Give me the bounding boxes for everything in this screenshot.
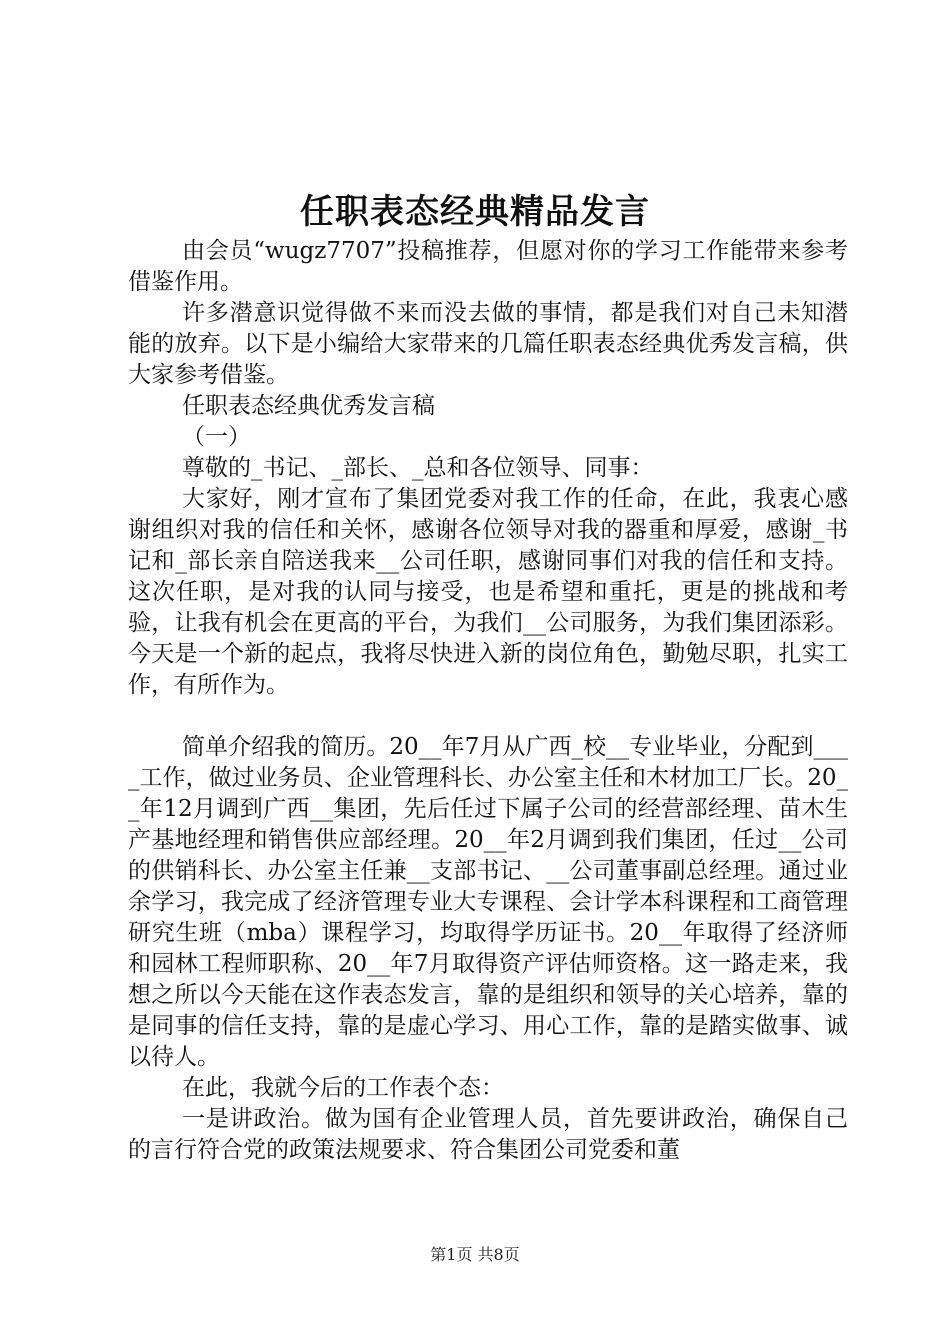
document-body <box>128 236 848 1166</box>
paragraph-greeting: 大家好，刚才宣布了集团党委对我工作的任命，在此，我衷心感谢组织对我的信任和关怀，感谢各位领导对我的器重和厚爱，感谢_书记和_部长亲自陪送我来__公司任职，感谢同事们对我的信任和支持。这次任职，是对我的认同与接受，也是希望和重托，更是的挑战和考验，让我有机会在更高的平台，为我们__公司服务，为我们集团添彩。今天是一个新的起点，我将尽快进入新的岗位角色，勤勉尽职，扎实工作，有所作为。 <box>128 486 848 698</box>
paragraph-submission-note: 由会员“wugz7707”投稿推荐，但愿对你的学习工作能带来参考借鉴作用。 <box>128 238 848 295</box>
paragraph-point-one: 一是讲政治。做为国有企业管理人员，首先要讲政治，确保自己的言行符合党的政策法规要求、符合集团公司党委和董 <box>128 1106 848 1163</box>
paragraph-intro: 许多潜意识觉得做不来而没去做的事情，都是我们对自己未知潜能的放弃。以下是小编给大家带来的几篇任职表态经典优秀发言稿，供大家参考借鉴。 <box>128 300 848 388</box>
document-title: 任职表态经典精品发言 <box>300 192 650 232</box>
paragraph-salutation: 尊敬的_书记、_部长、_总和各位领导、同事： <box>182 455 654 481</box>
paragraph-subtitle: 任职表态经典优秀发言稿 <box>182 393 435 419</box>
page-footer: 第1页 共8页 <box>430 1245 520 1264</box>
paragraph-section-number: （一） <box>182 424 251 450</box>
paragraph-statement-lead: 在此，我就今后的工作表个态： <box>182 1075 504 1101</box>
paragraph-resume: 简单介绍我的简历。20__年7月从广西_校__专业毕业，分配到____工作，做过业务员、企业管理科长、办公室主任和木材加工厂长。20__年12月调到广西__集团，先后任过下属子公司的经营部经理、苗木生产基地经理和销售供应部经理。20__年2月调到我们集团，任过__公司的供销科长、办公室主任兼__支部书记、__公司董事副总经理。通过业余学习，我完成了经济管理专业大专课程、会计学本科课程和工商管理研究生班（mba）课程学习，均取得学历证书。20__年取得了经济师和园林工程师职称、20__年7月取得资产评估师资格。这一路走来，我想之所以今天能在这作表态发言，靠的是组织和领导的关心培养，靠的是同事的信任支持，靠的是虚心学习、用心工作，靠的是踏实做事、诚以待人。 <box>128 734 848 1070</box>
